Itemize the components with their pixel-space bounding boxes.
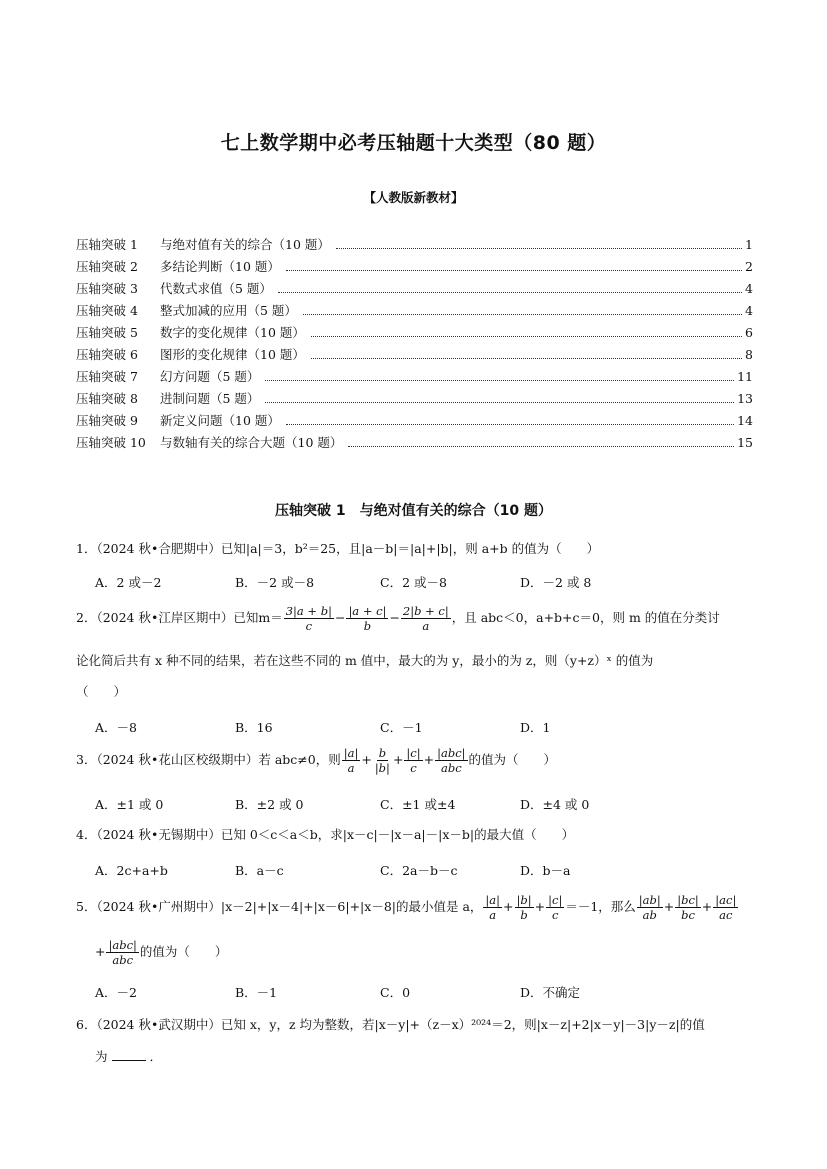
option-a[interactable]: A．－2 [95, 985, 137, 1000]
question-6-line2 [95, 1048, 162, 1066]
toc-title: 与数轴有关的综合大题（10 题） [160, 435, 343, 450]
fraction [373, 746, 392, 775]
numerator: |ab| [638, 893, 661, 907]
question-4-stem: 4．（2024 秋•无锡期中）已知 0＜c＜a＜b，求|x－c|－|x－a|－|x－b|的最大值（ ） [76, 827, 575, 842]
toc-entry[interactable] [76, 257, 753, 279]
denominator: b [520, 908, 528, 922]
numerator: |a + c| [348, 604, 387, 618]
option-a[interactable]: A．－8 [95, 720, 137, 735]
toc-entry[interactable] [76, 235, 753, 257]
option-a[interactable]: A．±1 或 0 [95, 797, 164, 812]
question-2-options [95, 718, 755, 736]
toc-page-number: 1 [745, 237, 753, 252]
toc-page-number: 4 [745, 303, 753, 318]
numerator: 2|b + c| [402, 604, 449, 618]
toc-leader-dots [286, 423, 734, 425]
question-5-prefix: 5．（2024 秋•广州期中）|x－2|+|x－4|+|x－6|+|x－8|的最小值是 a， [76, 899, 483, 914]
fraction [637, 893, 663, 922]
toc-page-number: 6 [745, 325, 753, 340]
toc-title: 整式加减的应用（5 题） [160, 303, 297, 318]
question-3-stem: 3．（2024 秋•花山区校级期中）若 abc≠0，则 $\frac{|a|}{a}$ + $\frac{b}{|b|}$ + $\frac{|c|}{c}$ + $\frac{\text{|abc|}}{\text{abc}}$ 的值为（ ） [76, 746, 557, 775]
fraction [404, 746, 422, 775]
toc-page-number: 4 [745, 281, 753, 296]
numerator: |ac| [715, 893, 737, 907]
numerator: |b| [516, 893, 532, 907]
question-2-prefix: 2．（2024 秋•江岸区期中）已知m＝ [76, 610, 283, 625]
toc-title: 数字的变化规律（10 题） [160, 325, 305, 340]
toc-number: 压轴突破 4 [76, 303, 138, 318]
toc-entry[interactable] [76, 323, 753, 345]
denominator: c [305, 619, 313, 633]
toc-number: 压轴突破 8 [76, 391, 138, 406]
toc-leader-dots [348, 445, 734, 447]
toc-leader-dots [286, 269, 742, 271]
denominator: abc [440, 761, 462, 775]
fraction [713, 893, 738, 922]
toc-title: 图形的变化规律（10 题） [160, 347, 305, 362]
question-3-suffix: 的值为（ ） [468, 752, 557, 767]
option-b[interactable]: B．－2 或－8 [235, 575, 315, 590]
question-3-options [95, 795, 755, 813]
question-4-options [95, 861, 755, 879]
option-d[interactable]: D．b－a [520, 863, 571, 878]
page-title: 七上数学期中必考压轴题十大类型（80 题） [220, 132, 607, 154]
denominator: a [489, 908, 497, 922]
toc-title: 进制问题（5 题） [160, 391, 260, 406]
option-c[interactable]: C．2a－b－c [380, 863, 458, 878]
toc-leader-dots [265, 379, 734, 381]
edition-subtitle: 【人教版新教材】 [363, 190, 464, 205]
option-a[interactable]: A．2 或－2 [95, 575, 162, 590]
fraction [346, 604, 388, 633]
denominator: b [363, 619, 372, 633]
toc-entry[interactable] [76, 389, 753, 411]
toc-number: 压轴突破 9 [76, 413, 138, 428]
toc-number: 压轴突破 7 [76, 369, 138, 384]
numerator: b [378, 746, 387, 760]
toc-title: 与绝对值有关的综合（10 题） [160, 237, 330, 252]
option-d[interactable]: D．±4 或 0 [520, 797, 590, 812]
toc-title: 新定义问题（10 题） [160, 413, 280, 428]
question-1-stem: 1．（2024 秋•合肥期中）已知|a|＝3，b²＝25，且|a－b|＝|a|+|b|，则 a+b 的值为（ ） [76, 541, 600, 556]
numerator: |a| [343, 746, 359, 760]
toc-page-number: 11 [737, 369, 753, 384]
denominator: bc [681, 908, 695, 922]
option-c[interactable]: C．±1 或±4 [380, 797, 456, 812]
denominator: c [410, 761, 417, 775]
question-6-stem: 6．（2024 秋•武汉期中）已知 x，y，z 均为整数，若|x－y|+（z－x）²⁰²⁴＝2，则|x－z|+2|x－y|－3|y－z|的值 [76, 1017, 705, 1032]
table-of-contents [76, 235, 753, 455]
numerator: |a| [485, 893, 501, 907]
denominator: |b| [374, 761, 390, 775]
toc-entry[interactable] [76, 411, 753, 433]
toc-number: 压轴突破 10 [76, 435, 146, 450]
toc-leader-dots [311, 335, 742, 337]
numerator: |c| [406, 746, 421, 760]
denominator: ab [642, 908, 657, 922]
toc-title: 多结论判断（10 题） [160, 259, 280, 274]
fraction [284, 604, 334, 633]
option-b[interactable]: B．a－c [235, 863, 284, 878]
toc-leader-dots [336, 247, 742, 249]
toc-entry[interactable] [76, 345, 753, 367]
toc-entry[interactable] [76, 279, 753, 301]
toc-number: 压轴突破 1 [76, 237, 138, 252]
numerator: |c| [548, 893, 563, 907]
question-2-line2: 论化简后共有 x 种不同的结果，若在这些不同的 m 值中，最大的为 y，最小的为 z，则（y+z）ˣ 的值为 [76, 653, 654, 668]
toc-page-number: 14 [737, 413, 753, 428]
toc-page-number: 8 [745, 347, 753, 362]
option-d[interactable]: D．－2 或 8 [520, 575, 592, 590]
question-5-stem: 5．（2024 秋•广州期中）|x－2|+|x－4|+|x－6|+|x－8|的最小值是 a， $\frac{|a|}{a}$ + $\frac{|b|}{b}$ + $\frac{|c|}{c}$ ＝－1，那么 $\frac{|ab|}{ab}$ + $\frac{|bc|}{bc}$ + $\frac{|ac|}{ac}$ [76, 893, 737, 922]
toc-entry[interactable] [76, 367, 753, 389]
question-2-line3: （ ） [76, 684, 127, 699]
answer-blank[interactable] [112, 1048, 146, 1061]
toc-leader-dots [265, 401, 734, 403]
denominator: ac [719, 908, 733, 922]
question-5-suffix: 的值为（ ） [139, 944, 228, 959]
fraction [106, 938, 138, 967]
toc-entry[interactable] [76, 433, 753, 455]
section-heading: 压轴突破 1 与绝对值有关的综合（10 题） [275, 503, 552, 519]
toc-number: 压轴突破 2 [76, 259, 138, 274]
question-5-line2: + $\frac{\text{|abc|}}{\text{abc}}$ 的值为（ ） [95, 938, 228, 967]
denominator: c [552, 908, 559, 922]
option-b[interactable]: B．－1 [235, 985, 278, 1000]
toc-number: 压轴突破 6 [76, 347, 138, 362]
question-1-options [95, 573, 755, 591]
fraction [483, 893, 502, 922]
question-3-prefix: 3．（2024 秋•花山区校级期中）若 abc≠0，则 [76, 752, 341, 767]
numerator: 3|a + b| [285, 604, 332, 618]
numerator: |bc| [677, 893, 699, 907]
denominator: abc [112, 953, 134, 967]
denominator: a [347, 761, 355, 775]
denominator: a [422, 619, 430, 633]
option-c[interactable]: C．－1 [380, 720, 423, 735]
option-d[interactable]: D．不确定 [520, 985, 581, 1000]
toc-leader-dots [311, 357, 742, 359]
toc-number: 压轴突破 5 [76, 325, 138, 340]
option-c[interactable]: C．2 或－8 [380, 575, 447, 590]
question-6-suffix: ． [149, 1049, 162, 1064]
numerator: |abc| [437, 746, 466, 760]
question-2-suffix: ，且 abc＜0，a+b+c＝0，则 m 的值在分类讨 [451, 610, 720, 625]
toc-entry[interactable] [76, 301, 753, 323]
toc-title: 幻方问题（5 题） [160, 369, 260, 384]
option-c[interactable]: C．0 [380, 985, 411, 1000]
fraction [515, 893, 534, 922]
toc-page-number: 15 [737, 435, 753, 450]
option-d[interactable]: D．1 [520, 720, 551, 735]
option-b[interactable]: B．±2 或 0 [235, 797, 304, 812]
question-5-mid: ＝－1，那么 [565, 899, 636, 914]
fraction [342, 746, 361, 775]
question-6-prefix: 为 [95, 1049, 108, 1064]
option-a[interactable]: A．2c+a+b [95, 863, 168, 878]
question-5-options [95, 983, 755, 1001]
fraction [435, 746, 467, 775]
toc-number: 压轴突破 3 [76, 281, 138, 296]
option-b[interactable]: B．16 [235, 720, 273, 735]
fraction [401, 604, 451, 633]
numerator: |abc| [108, 938, 137, 952]
toc-leader-dots [278, 291, 742, 293]
question-2-stem: 2．（2024 秋•江岸区期中）已知m＝ $\frac{3|a + b|}{c}$ − $\frac{|a + c|}{b}$ − $\frac{2|b + c|}{a}$ ，且 abc＜0，a+b+c＝0，则 m 的值在分类讨 [76, 604, 720, 633]
toc-title: 代数式求值（5 题） [160, 281, 272, 296]
toc-page-number: 13 [737, 391, 753, 406]
fraction [675, 893, 701, 922]
toc-page-number: 2 [745, 259, 753, 274]
fraction [546, 893, 564, 922]
toc-leader-dots [303, 313, 742, 315]
